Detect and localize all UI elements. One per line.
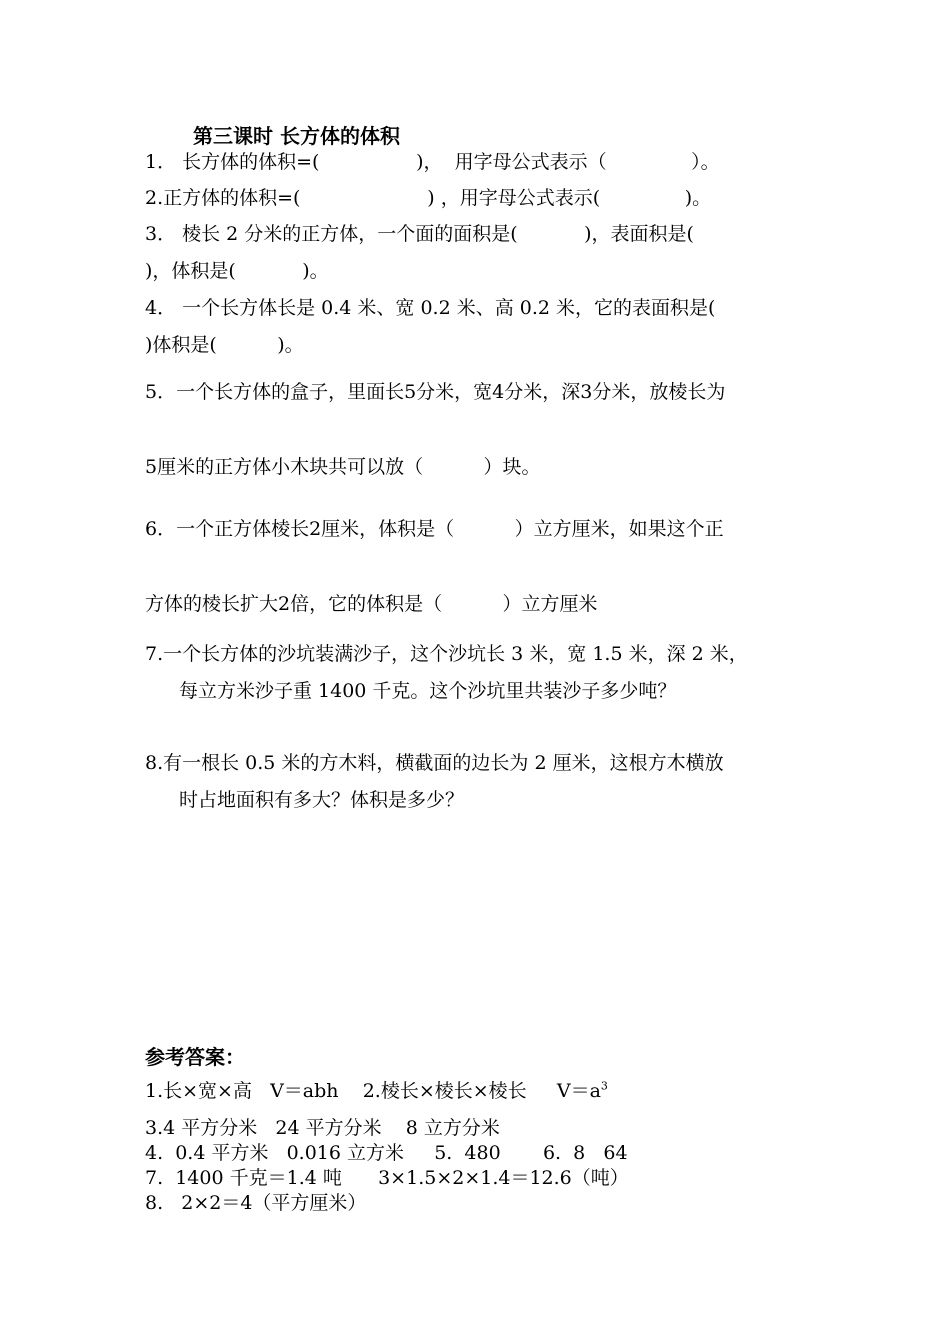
question-3-line-1: 3． 棱长 2 分米的正方体，一个面的面积是( )，表面积是( bbox=[145, 223, 694, 245]
answer-line-5: 8. 2×2＝4（平方厘米） bbox=[145, 1192, 367, 1214]
question-7-line-1: 7.一个长方体的沙坑装满沙子，这个沙坑长 3 米，宽 1.5 米，深 2 米， bbox=[145, 643, 748, 665]
answer-line-1-text: 1.长×宽×高 V＝abh 2.棱长×棱长×棱长 V＝a bbox=[145, 1080, 601, 1102]
answer-line-1-exponent: 3 bbox=[600, 1079, 608, 1093]
page-title: 第三课时 长方体的体积 bbox=[193, 124, 400, 148]
answer-line-3: 4. 0.4 平方米 0.016 立方米 5. 480 6. 8 64 bbox=[145, 1142, 628, 1164]
answer-line-2: 3.4 平方分米 24 平方分米 8 立方分米 bbox=[145, 1117, 500, 1139]
question-5-line-1: 5．一个长方体的盒子，里面长5分米，宽4分米，深3分米，放棱长为 bbox=[145, 381, 726, 403]
question-1: 1． 长方体的体积=( )， 用字母公式表示（ ）。 bbox=[145, 151, 720, 173]
question-8-line-1: 8.有一根长 0.5 米的方木料，横截面的边长为 2 厘米，这根方木横放 bbox=[145, 752, 724, 774]
question-4-line-1: 4． 一个长方体长是 0.4 米、宽 0.2 米、高 0.2 米，它的表面积是( bbox=[145, 297, 716, 319]
answer-line-1 bbox=[145, 1080, 608, 1103]
question-5-line-2: 5厘米的正方体小木块共可以放（ ）块。 bbox=[145, 456, 541, 478]
answers-heading: 参考答案： bbox=[145, 1045, 245, 1069]
question-3-line-2: )，体积是( )。 bbox=[145, 260, 329, 282]
answer-line-4: 7. 1400 千克＝1.4 吨 3×1.5×2×1.4＝12.6（吨） bbox=[145, 1167, 629, 1189]
question-6-line-2: 方体的棱长扩大2倍，它的体积是（ ）立方厘米 bbox=[145, 593, 598, 615]
question-8-line-2: 时占地面积有多大？体积是多少？ bbox=[179, 789, 465, 811]
question-2: 2.正方体的体积=( ) ，用字母公式表示( )。 bbox=[145, 187, 712, 209]
question-6-line-1: 6．一个正方体棱长2厘米，体积是（ ）立方厘米，如果这个正 bbox=[145, 518, 724, 540]
question-4-line-2: )体积是( )。 bbox=[145, 334, 304, 356]
question-7-line-2: 每立方米沙子重 1400 千克。这个沙坑里共装沙子多少吨？ bbox=[179, 680, 677, 702]
